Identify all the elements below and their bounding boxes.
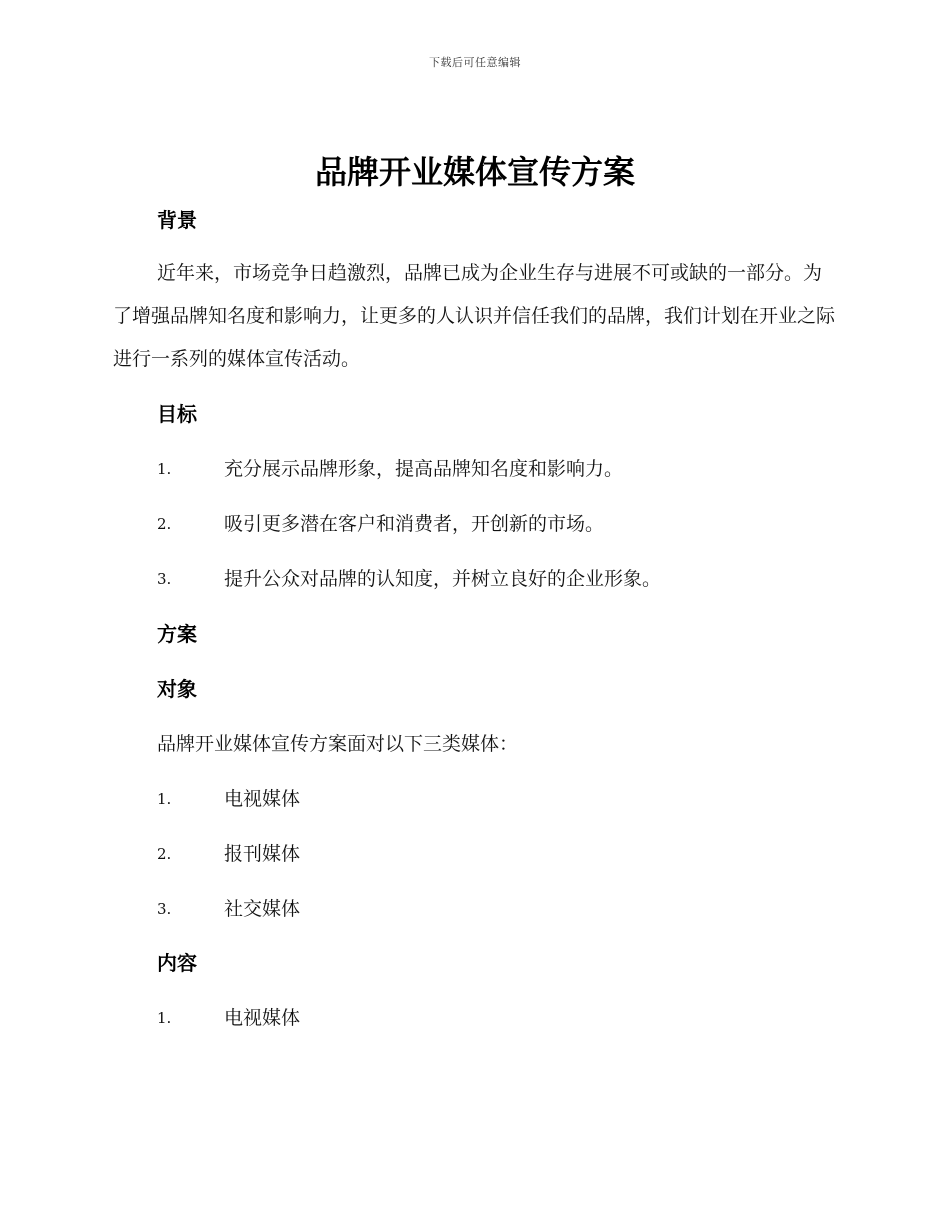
list-number: 3. bbox=[157, 900, 172, 918]
list-number: 3. bbox=[157, 570, 172, 588]
content-item bbox=[157, 1004, 857, 1032]
heading-background: 背景 bbox=[157, 208, 197, 232]
list-number: 1. bbox=[157, 1009, 172, 1027]
header-note: 下载后可任意编辑 bbox=[429, 56, 521, 69]
heading-content: 内容 bbox=[157, 951, 197, 975]
list-text: 报刊媒体 bbox=[224, 843, 301, 865]
goal-item bbox=[157, 510, 857, 538]
goal-item bbox=[157, 455, 857, 483]
heading-plan: 方案 bbox=[157, 622, 197, 646]
list-number: 2. bbox=[157, 845, 172, 863]
list-text: 吸引更多潜在客户和消费者，开创新的市场。 bbox=[224, 513, 605, 535]
heading-goals: 目标 bbox=[157, 402, 197, 426]
list-text: 社交媒体 bbox=[224, 898, 301, 920]
goal-item bbox=[157, 565, 857, 593]
target-item bbox=[157, 840, 857, 868]
target-item bbox=[157, 895, 857, 923]
list-number: 1. bbox=[157, 460, 172, 478]
list-text: 电视媒体 bbox=[224, 788, 301, 810]
list-number: 2. bbox=[157, 515, 172, 533]
target-item bbox=[157, 785, 857, 813]
document-title: 品牌开业媒体宣传方案 bbox=[314, 153, 635, 191]
list-text: 提升公众对品牌的认知度，并树立良好的企业形象。 bbox=[224, 568, 662, 590]
target-intro: 品牌开业媒体宣传方案面对以下三类媒体： bbox=[157, 733, 519, 755]
heading-target: 对象 bbox=[157, 677, 197, 701]
list-text: 电视媒体 bbox=[224, 1007, 301, 1029]
background-paragraph: 近年来，市场竞争日趋激烈，品牌已成为企业生存与进展不可或缺的一部分。为了增强品牌知名度和影响力，让更多的人认识并信任我们的品牌，我们计划在开业之际进行一系列的媒体宣传活动。 bbox=[113, 262, 836, 370]
list-number: 1. bbox=[157, 790, 172, 808]
list-text: 充分展示品牌形象，提高品牌知名度和影响力。 bbox=[224, 458, 624, 480]
